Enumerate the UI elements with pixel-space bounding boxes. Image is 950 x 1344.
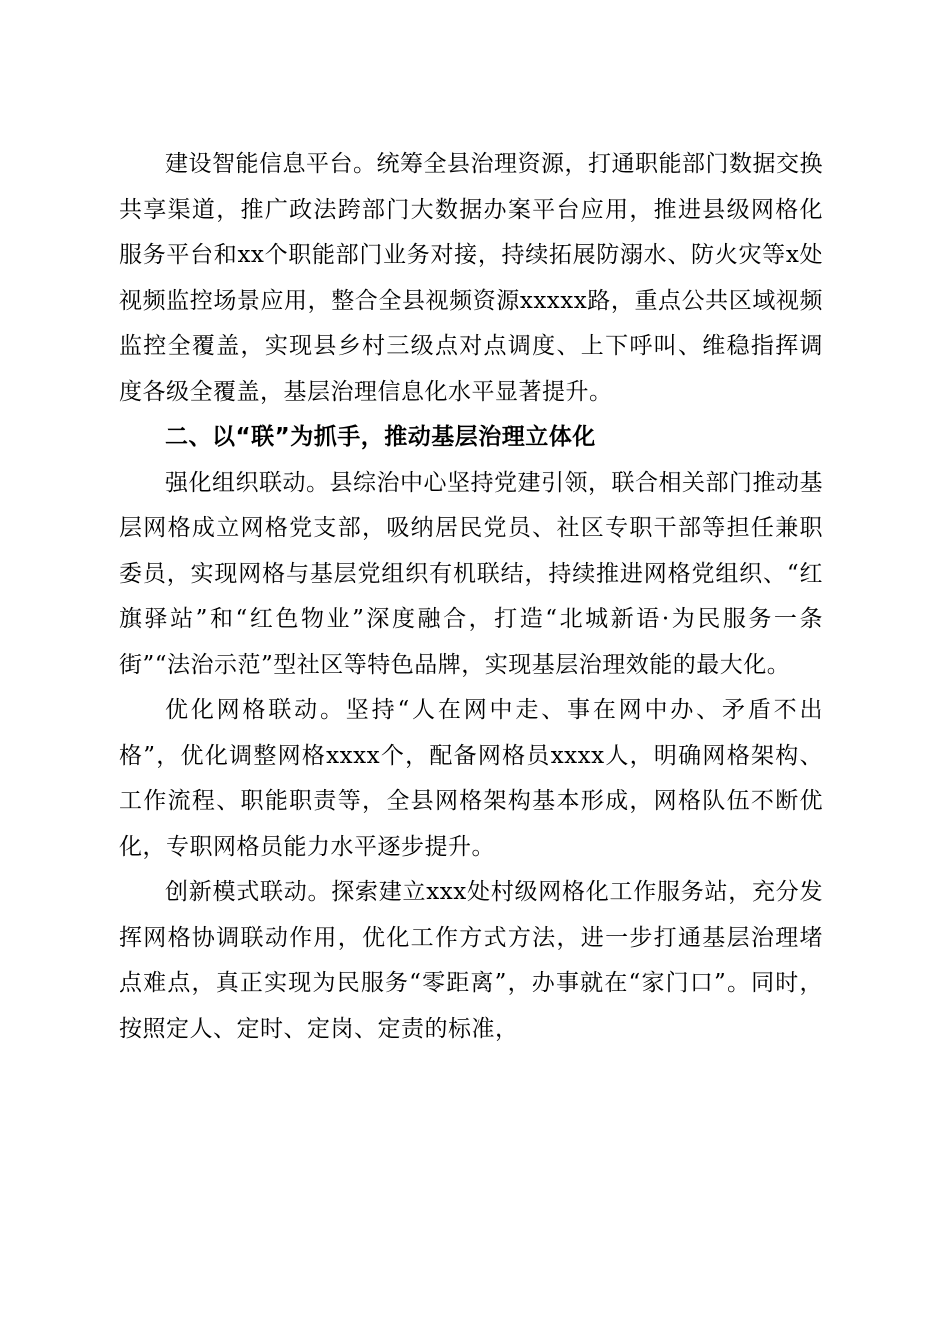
- paragraph-mode-linkage: 创新模式联动。探索建立xxx处村级网格化工作服务站，充分发挥网格协调联动作用，优化工作方式方法，进一步打通基层治理堵点难点，真正实现为民服务“零距离”，办事就在“家门口”。同时，按照定人、定时、定岗、定责的标准，: [119, 879, 823, 1042]
- paragraph-grid-linkage: 优化网格联动。坚持“人在网中走、事在网中办、矛盾不出格”，优化调整网格xxxx个，配备网格员xxxx人，明确网格架构、工作流程、职能职责等，全县网格架构基本形成，网格队伍不断优化，专职网格员能力水平逐步提升。: [119, 697, 823, 860]
- document-body: [119, 142, 823, 1052]
- paragraph-organization-linkage: 强化组织联动。县综治中心坚持党建引领，联合相关部门推动基层网格成立网格党支部，吸纳居民党员、社区专职干部等担任兼职委员，实现网格与基层党组织有机联结，持续推进网格党组织、“红旗驿站”和“红色物业”深度融合，打造“北城新语·为民服务一条街”“法治示范”型社区等特色品牌，实现基层治理效能的最大化。: [119, 469, 823, 678]
- paragraph-smart-platform: 建设智能信息平台。统筹全县治理资源，打通职能部门数据交换共享渠道，推广政法跨部门大数据办案平台应用，推进县级网格化服务平台和xx个职能部门业务对接，持续拓展防溺水、防火灾等x处视频监控场景应用，整合全县视频资源xxxxx路，重点公共区域视频监控全覆盖，实现县乡村三级点对点调度、上下呼叫、维稳指挥调度各级全覆盖，基层治理信息化水平显著提升。: [119, 151, 823, 405]
- section-heading: 二、以“联”为抓手，推动基层治理立体化: [165, 424, 596, 450]
